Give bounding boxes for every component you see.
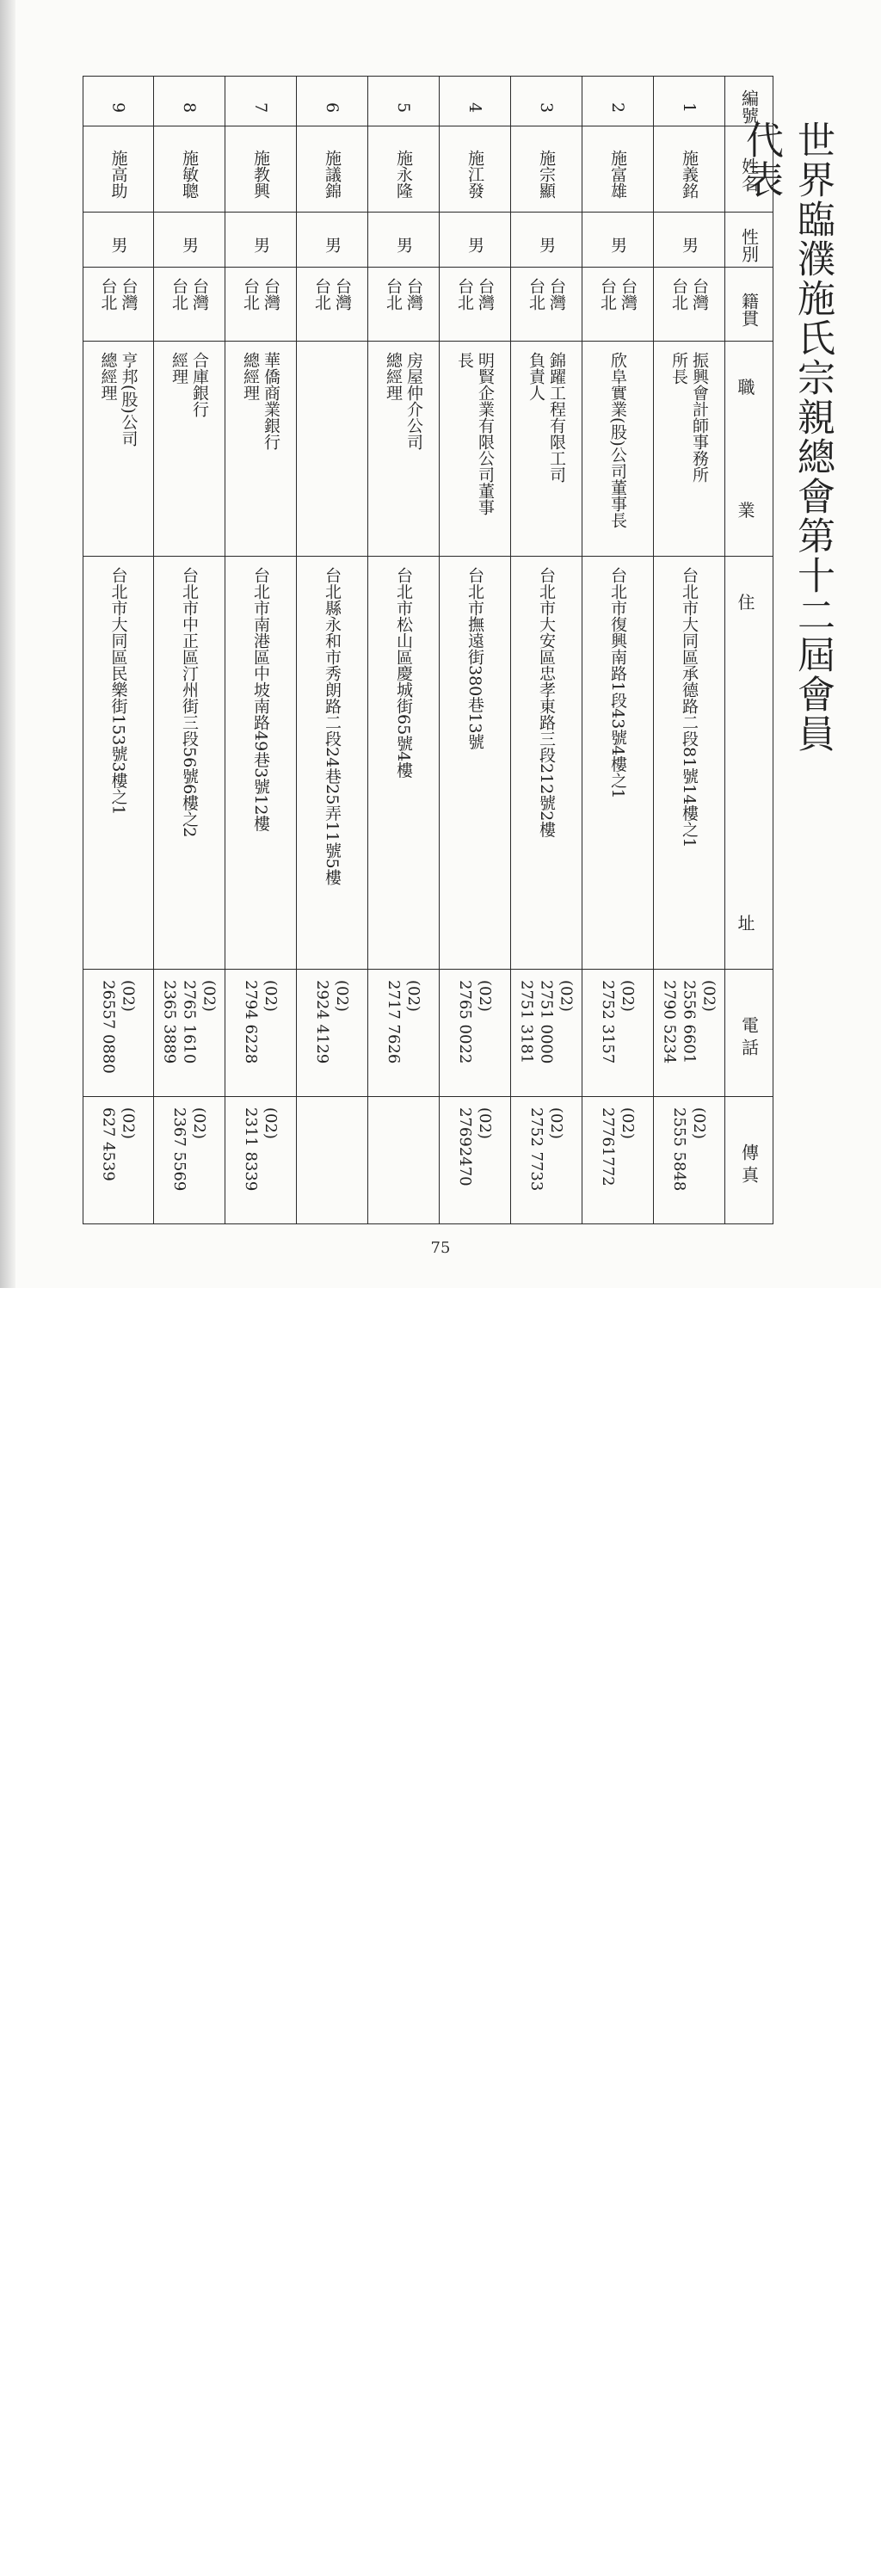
header-char: 業 bbox=[737, 500, 761, 521]
origin-line: 台北 bbox=[527, 278, 545, 311]
fax-line: (02) bbox=[262, 1107, 280, 1139]
row-phone bbox=[83, 970, 773, 1097]
cell-phone bbox=[582, 970, 654, 1097]
header-origin bbox=[725, 268, 773, 342]
cell-occupation bbox=[83, 342, 154, 557]
header-address bbox=[725, 557, 773, 970]
header-occupation bbox=[725, 342, 773, 557]
phone-line: (02) bbox=[557, 980, 576, 1012]
phone-line: 2717 7626 bbox=[385, 980, 403, 1064]
cell-name bbox=[297, 126, 368, 213]
phone-text bbox=[384, 970, 423, 1096]
cell-occupation bbox=[440, 342, 511, 557]
address-line: 台北市中正區汀州街三段56號6樓之2 bbox=[180, 567, 199, 838]
cell-fax bbox=[225, 1097, 297, 1224]
fax-line: 2555 5848 bbox=[670, 1107, 688, 1192]
gender-line: 男 bbox=[251, 237, 270, 253]
number-line: 6 bbox=[323, 102, 342, 114]
cell-gender bbox=[582, 213, 654, 268]
cell-address bbox=[368, 557, 440, 970]
phone-line: 2751 3181 bbox=[517, 980, 536, 1064]
address-text bbox=[465, 557, 485, 969]
row-number bbox=[83, 77, 773, 126]
number-line: 3 bbox=[537, 102, 556, 114]
occupation-text bbox=[240, 342, 281, 556]
header-char: 址 bbox=[737, 913, 761, 934]
phone-line: 2365 3889 bbox=[160, 980, 179, 1064]
cell-gender bbox=[83, 213, 154, 268]
origin-line: 台北 bbox=[169, 278, 188, 311]
cell-address bbox=[83, 557, 154, 970]
cell-name bbox=[83, 126, 154, 213]
cell-number bbox=[582, 77, 654, 126]
cell-gender bbox=[654, 213, 725, 268]
gender-line: 男 bbox=[680, 237, 699, 253]
name-text bbox=[393, 126, 414, 212]
phone-text bbox=[160, 970, 219, 1096]
number-text bbox=[607, 77, 628, 126]
origin-line: 台灣 bbox=[190, 278, 209, 311]
name-line: 施高助 bbox=[108, 150, 128, 199]
cell-occupation bbox=[154, 342, 225, 557]
header-char: 住 bbox=[737, 592, 761, 613]
cell-gender bbox=[440, 213, 511, 268]
cell-name bbox=[368, 126, 440, 213]
origin-text bbox=[311, 268, 353, 341]
cell-phone bbox=[225, 970, 297, 1097]
origin-line: 台北 bbox=[241, 278, 260, 311]
row-address bbox=[83, 557, 773, 970]
cell-phone bbox=[297, 970, 368, 1097]
gender-line: 男 bbox=[608, 237, 627, 253]
cell-gender bbox=[368, 213, 440, 268]
cell-fax bbox=[440, 1097, 511, 1224]
cell-origin bbox=[440, 268, 511, 342]
origin-text bbox=[383, 268, 424, 341]
phone-line: 2790 5234 bbox=[660, 980, 679, 1064]
cell-phone bbox=[440, 970, 511, 1097]
cell-phone bbox=[511, 970, 582, 1097]
origin-line: 台灣 bbox=[404, 278, 423, 311]
gender-line: 男 bbox=[394, 237, 413, 253]
occupation-text bbox=[526, 342, 567, 556]
address-text bbox=[179, 557, 200, 969]
phone-line: 2556 6601 bbox=[680, 980, 699, 1064]
fax-line: (02) bbox=[619, 1107, 637, 1139]
cell-phone bbox=[368, 970, 440, 1097]
fax-line: (02) bbox=[119, 1107, 138, 1139]
fax-line: (02) bbox=[547, 1107, 565, 1139]
occupation-line: 總經理 bbox=[384, 352, 403, 401]
origin-line: 台灣 bbox=[619, 278, 638, 311]
number-text bbox=[322, 77, 342, 126]
name-text bbox=[679, 126, 699, 212]
cell-phone bbox=[154, 970, 225, 1097]
cell-number bbox=[368, 77, 440, 126]
origin-line: 台灣 bbox=[333, 278, 352, 311]
gender-text bbox=[250, 213, 271, 267]
origin-text bbox=[169, 268, 210, 341]
address-text bbox=[393, 557, 414, 969]
gender-line: 男 bbox=[537, 237, 556, 253]
cell-gender bbox=[225, 213, 297, 268]
name-text bbox=[250, 126, 271, 212]
fax-line: 627 4539 bbox=[99, 1107, 118, 1181]
cell-occupation bbox=[582, 342, 654, 557]
origin-line: 台灣 bbox=[262, 278, 280, 311]
fax-text bbox=[598, 1097, 638, 1223]
cell-occupation bbox=[654, 342, 725, 557]
cell-number bbox=[297, 77, 368, 126]
cell-name bbox=[582, 126, 654, 213]
row-occupation bbox=[83, 342, 773, 557]
gender-line: 男 bbox=[108, 237, 128, 253]
cell-address bbox=[297, 557, 368, 970]
number-text bbox=[179, 77, 200, 126]
cell-address bbox=[511, 557, 582, 970]
row-origin bbox=[83, 268, 773, 342]
name-line: 施宗顯 bbox=[537, 150, 556, 199]
cell-occupation bbox=[368, 342, 440, 557]
fax-text bbox=[455, 1097, 495, 1223]
address-text bbox=[108, 557, 129, 969]
address-line: 台北市大安區忠孝東路三段212號2樓 bbox=[537, 567, 556, 838]
occupation-line: 振興會計師事務所 bbox=[690, 352, 709, 483]
phone-line: 2751 0000 bbox=[537, 980, 556, 1064]
phone-text bbox=[517, 970, 576, 1096]
cell-fax bbox=[511, 1097, 582, 1224]
fax-text bbox=[527, 1097, 566, 1223]
cell-origin bbox=[654, 268, 725, 342]
name-line: 施教興 bbox=[251, 150, 270, 199]
number-text bbox=[250, 77, 271, 126]
cell-fax bbox=[154, 1097, 225, 1224]
origin-line: 台北 bbox=[384, 278, 403, 311]
phone-line: (02) bbox=[200, 980, 219, 1012]
name-text bbox=[536, 126, 557, 212]
name-text bbox=[108, 126, 129, 212]
gender-text bbox=[108, 213, 129, 267]
cell-address bbox=[582, 557, 654, 970]
gender-text bbox=[536, 213, 557, 267]
name-line: 施永隆 bbox=[394, 150, 413, 199]
phone-line: (02) bbox=[333, 980, 351, 1012]
cell-occupation bbox=[511, 342, 582, 557]
cell-gender bbox=[154, 213, 225, 268]
gender-line: 男 bbox=[180, 237, 199, 253]
origin-text bbox=[668, 268, 710, 341]
address-text bbox=[607, 557, 628, 969]
cell-origin bbox=[368, 268, 440, 342]
occupation-text bbox=[98, 342, 139, 556]
occupation-line: 長 bbox=[455, 352, 474, 368]
gender-text bbox=[679, 213, 699, 267]
occupation-line: 所長 bbox=[669, 352, 688, 385]
cell-fax bbox=[582, 1097, 654, 1224]
cell-number bbox=[440, 77, 511, 126]
name-text bbox=[607, 126, 628, 212]
cell-origin bbox=[511, 268, 582, 342]
origin-line: 台灣 bbox=[690, 278, 709, 311]
phone-line: (02) bbox=[699, 980, 718, 1012]
name-text bbox=[322, 126, 342, 212]
address-line: 台北市松山區慶城街65號4樓 bbox=[394, 567, 413, 779]
fax-line: 27692470 bbox=[456, 1107, 474, 1186]
phone-line: (02) bbox=[262, 980, 280, 1012]
phone-line: 2765 1610 bbox=[180, 980, 199, 1064]
cell-origin bbox=[297, 268, 368, 342]
fax-text bbox=[669, 1097, 709, 1223]
number-line: 1 bbox=[680, 102, 699, 114]
name-line: 施義銘 bbox=[680, 150, 699, 199]
name-line: 施江發 bbox=[465, 150, 484, 199]
name-line: 施議錦 bbox=[323, 150, 342, 199]
occupation-line: 總經理 bbox=[241, 352, 260, 401]
fax-text bbox=[169, 1097, 209, 1223]
origin-text bbox=[526, 268, 567, 341]
fax-line: 27761772 bbox=[599, 1107, 617, 1186]
number-line: 8 bbox=[180, 102, 199, 114]
phone-line: (02) bbox=[404, 980, 422, 1012]
cell-origin bbox=[154, 268, 225, 342]
origin-line: 台灣 bbox=[547, 278, 566, 311]
occupation-line: 欣阜實業(股)公司董事長 bbox=[608, 352, 627, 528]
number-text bbox=[393, 77, 414, 126]
gender-text bbox=[465, 213, 485, 267]
cell-address bbox=[440, 557, 511, 970]
header-label: 電話 bbox=[738, 1015, 760, 1061]
occupation-text bbox=[383, 342, 424, 556]
header-gender bbox=[725, 213, 773, 268]
cell-name bbox=[511, 126, 582, 213]
address-line: 台北市大同區承德路二段81號14樓之1 bbox=[680, 567, 699, 848]
header-name bbox=[725, 126, 773, 213]
cell-address bbox=[654, 557, 725, 970]
fax-line: 2752 7733 bbox=[527, 1107, 545, 1192]
gender-text bbox=[393, 213, 414, 267]
document-title: 世界臨濮施氏宗親總會第十二屆會員代表 bbox=[739, 120, 835, 754]
phone-line: 2765 0022 bbox=[456, 980, 474, 1064]
phone-text bbox=[312, 970, 352, 1096]
origin-line: 台北 bbox=[98, 278, 118, 311]
origin-text bbox=[240, 268, 281, 341]
cell-name bbox=[225, 126, 297, 213]
name-text bbox=[179, 126, 200, 212]
origin-line: 台北 bbox=[598, 278, 617, 311]
cell-occupation bbox=[225, 342, 297, 557]
header-label: 籍貫 bbox=[738, 292, 760, 327]
header-fax bbox=[725, 1097, 773, 1224]
occupation-line: 總經理 bbox=[98, 352, 118, 401]
header-char: 職 bbox=[737, 377, 761, 397]
page-number: 75 bbox=[430, 1239, 451, 1257]
fax-line: (02) bbox=[690, 1107, 708, 1139]
origin-line: 台灣 bbox=[476, 278, 495, 311]
origin-text bbox=[454, 268, 496, 341]
phone-line: 2794 6228 bbox=[242, 980, 260, 1064]
cell-name bbox=[154, 126, 225, 213]
book-gutter-shadow bbox=[0, 0, 15, 1288]
gender-line: 男 bbox=[465, 237, 484, 253]
cell-name bbox=[654, 126, 725, 213]
occupation-line: 房屋仲介公司 bbox=[404, 352, 423, 450]
cell-gender bbox=[511, 213, 582, 268]
row-fax bbox=[83, 1097, 773, 1224]
occupation-text bbox=[169, 342, 210, 556]
cell-phone bbox=[654, 970, 725, 1097]
occupation-line: 華僑商業銀行 bbox=[262, 352, 280, 450]
number-line: 9 bbox=[108, 102, 128, 114]
phone-text bbox=[99, 970, 139, 1096]
occupation-line: 錦躍工程有限工司 bbox=[547, 352, 566, 483]
occupation-text bbox=[668, 342, 710, 556]
cell-address bbox=[154, 557, 225, 970]
gender-text bbox=[322, 213, 342, 267]
name-line: 施富雄 bbox=[608, 150, 627, 199]
address-line: 台北市撫遠街380巷13號 bbox=[465, 567, 484, 750]
number-text bbox=[465, 77, 485, 126]
header-number bbox=[725, 77, 773, 126]
address-line: 台北市復興南路1段43號4樓之1 bbox=[608, 567, 627, 799]
occupation-text bbox=[607, 342, 628, 556]
fax-line: (02) bbox=[190, 1107, 208, 1139]
address-line: 台北縣永和市秀朗路二段24巷25弄11號5樓 bbox=[323, 567, 342, 885]
cell-number bbox=[225, 77, 297, 126]
number-line: 7 bbox=[251, 102, 270, 114]
cell-number bbox=[83, 77, 154, 126]
origin-line: 台灣 bbox=[119, 278, 139, 311]
fax-line: 2367 5569 bbox=[170, 1107, 188, 1192]
occupation-line: 負責人 bbox=[527, 352, 545, 401]
cell-origin bbox=[83, 268, 154, 342]
phone-line: 2924 4129 bbox=[313, 980, 331, 1064]
name-text bbox=[465, 126, 485, 212]
phone-line: 26557 0880 bbox=[99, 980, 118, 1074]
occupation-text bbox=[454, 342, 496, 556]
row-name bbox=[83, 126, 773, 213]
gender-text bbox=[607, 213, 628, 267]
header-label: 姓名 bbox=[738, 157, 760, 192]
cell-number bbox=[154, 77, 225, 126]
gender-line: 男 bbox=[323, 237, 342, 253]
member-roster-table bbox=[83, 76, 773, 1224]
cell-origin bbox=[225, 268, 297, 342]
cell-fax bbox=[654, 1097, 725, 1224]
number-line: 2 bbox=[608, 102, 627, 114]
cell-fax bbox=[368, 1097, 440, 1224]
header-label bbox=[725, 557, 773, 969]
cell-name bbox=[440, 126, 511, 213]
occupation-line: 經理 bbox=[169, 352, 188, 385]
fax-text bbox=[241, 1097, 280, 1223]
cell-origin bbox=[582, 268, 654, 342]
address-text bbox=[322, 557, 342, 969]
header-phone bbox=[725, 970, 773, 1097]
number-text bbox=[679, 77, 699, 126]
address-text bbox=[536, 557, 557, 969]
address-text bbox=[679, 557, 699, 969]
header-label: 傳真 bbox=[738, 1143, 760, 1188]
address-line: 台北市大同區民樂街153號3樓之1 bbox=[108, 567, 128, 816]
fax-text bbox=[99, 1097, 139, 1223]
phone-line: (02) bbox=[476, 980, 494, 1012]
address-line: 台北市南港區中坡南路49巷3號12樓 bbox=[251, 567, 270, 832]
phone-line: (02) bbox=[119, 980, 138, 1012]
number-line: 5 bbox=[394, 102, 413, 114]
cell-address bbox=[225, 557, 297, 970]
cell-occupation bbox=[297, 342, 368, 557]
name-line: 施敏聰 bbox=[180, 150, 199, 199]
cell-number bbox=[511, 77, 582, 126]
cell-fax bbox=[297, 1097, 368, 1224]
origin-line: 台北 bbox=[455, 278, 474, 311]
occupation-line: 亨邦(股)公司 bbox=[119, 352, 139, 447]
cell-fax bbox=[83, 1097, 154, 1224]
origin-text bbox=[597, 268, 638, 341]
row-gender bbox=[83, 213, 773, 268]
number-line: 4 bbox=[465, 102, 484, 114]
cell-gender bbox=[297, 213, 368, 268]
phone-text bbox=[660, 970, 719, 1096]
phone-text bbox=[455, 970, 495, 1096]
number-text bbox=[536, 77, 557, 126]
header-label: 性別 bbox=[738, 227, 760, 262]
origin-text bbox=[98, 268, 139, 341]
phone-line: 2752 3157 bbox=[599, 980, 617, 1064]
gender-text bbox=[179, 213, 200, 267]
phone-text bbox=[598, 970, 638, 1096]
number-text bbox=[108, 77, 129, 126]
occupation-line: 明賢企業有限公司董事 bbox=[476, 352, 495, 515]
header-label bbox=[725, 342, 773, 556]
cell-number bbox=[654, 77, 725, 126]
origin-line: 台北 bbox=[669, 278, 688, 311]
origin-line: 台北 bbox=[312, 278, 331, 311]
occupation-line: 合庫銀行 bbox=[190, 352, 209, 417]
fax-line: (02) bbox=[476, 1107, 494, 1139]
phone-text bbox=[241, 970, 280, 1096]
header-label: 編號 bbox=[738, 89, 760, 124]
fax-line: 2311 8339 bbox=[242, 1107, 260, 1192]
phone-line: (02) bbox=[619, 980, 637, 1012]
cell-phone bbox=[83, 970, 154, 1097]
address-text bbox=[250, 557, 271, 969]
